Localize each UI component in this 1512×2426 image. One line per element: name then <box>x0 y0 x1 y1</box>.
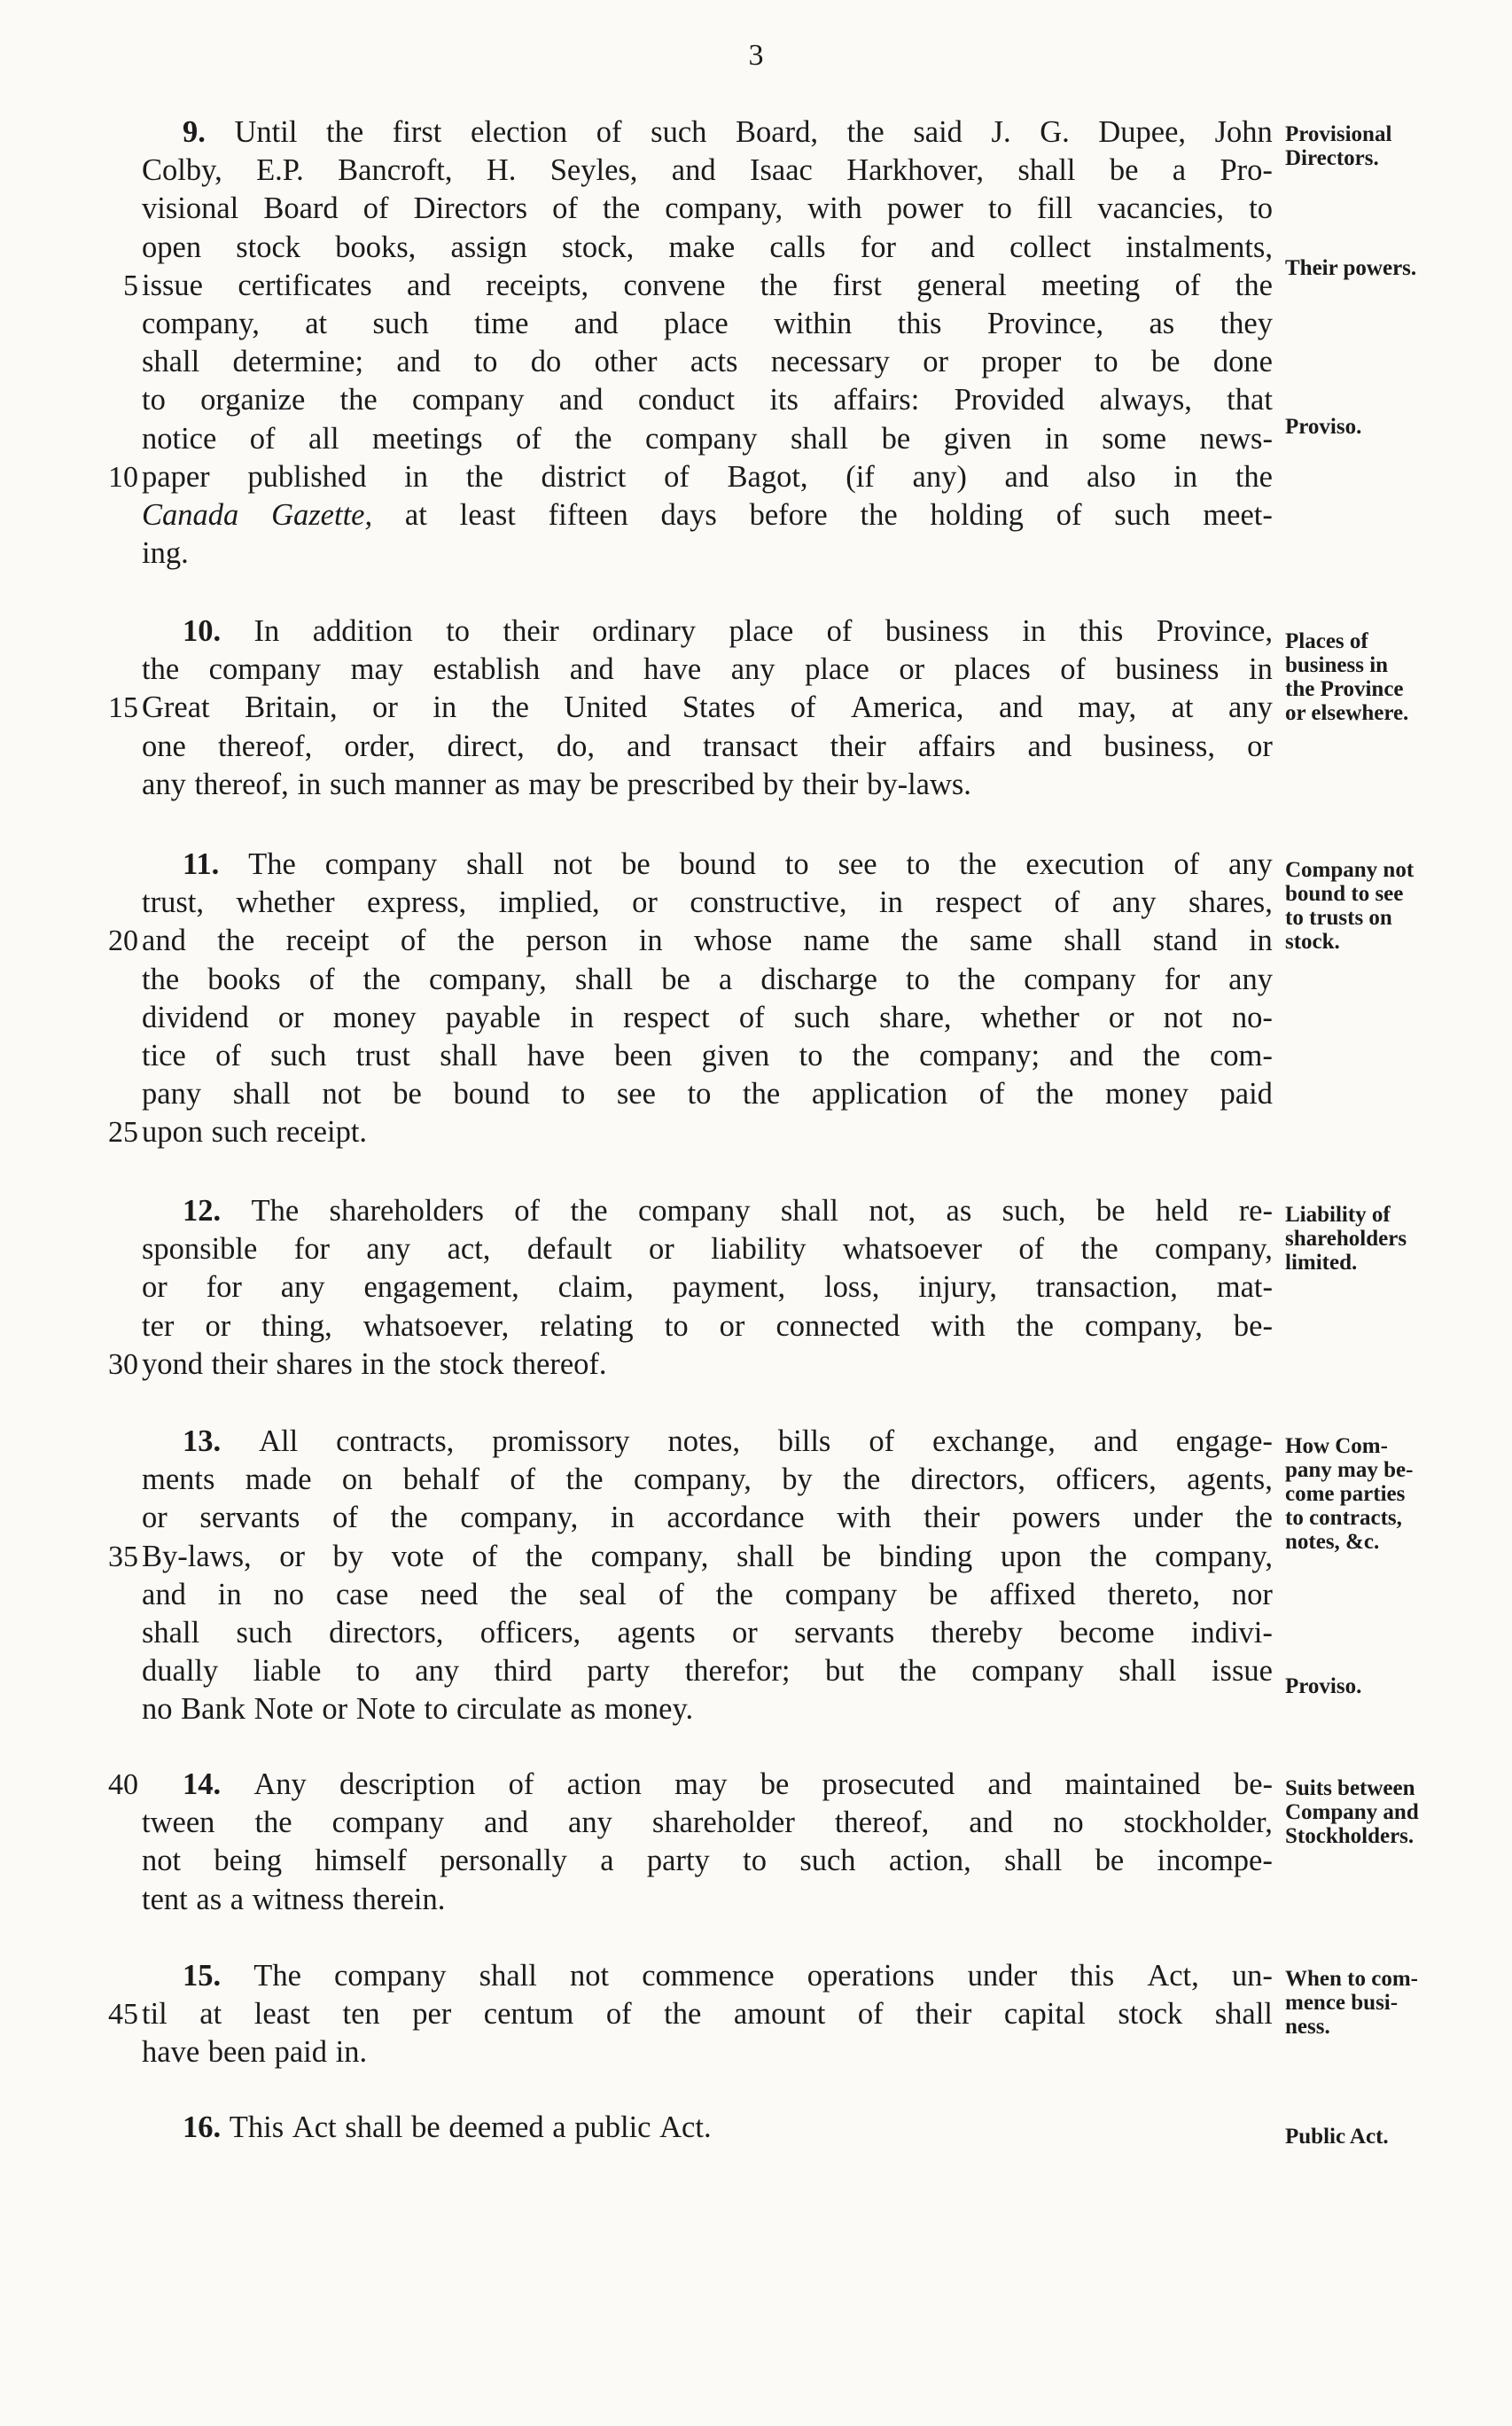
text-line: 5 issue certificates and receipts, convene the first general meeting of the <box>142 267 1273 305</box>
section-number: 16. <box>183 2110 222 2144</box>
text-line: 9. Until the first election of such Board, the said J. G. Dupee, John <box>142 113 1273 152</box>
section-number: 10. <box>183 614 222 648</box>
text-line: tent as a witness therein. <box>142 1882 446 1916</box>
section-11 <box>108 846 1273 1152</box>
text-line: ing. <box>142 536 189 571</box>
text-line: visional Board of Directors of the company, with power to fill vacancies, to <box>142 191 1273 226</box>
section-number: 11. <box>183 847 220 881</box>
text-line: 15 Great Britain, or in the United States of America, and may, at any <box>142 689 1273 727</box>
marginal-note: Company not bound to see to trusts on stock. <box>1285 858 1415 954</box>
text-line: 35 By-laws, or by vote of the company, shall be binding upon the company, <box>142 1538 1273 1576</box>
section-14 <box>108 1766 1273 1919</box>
text-line: to organize the company and conduct its affairs: Provided always, that <box>142 383 1273 417</box>
section-15 <box>108 1957 1273 2072</box>
text-line: dividend or money payable in respect of such share, whether or not no- <box>142 1000 1273 1034</box>
line-number: 5 <box>123 269 138 302</box>
text-line: sponsible for any act, default or liability whatsoever of the company, <box>142 1232 1273 1267</box>
text-line: Canada Gazette, at least fifteen days before the holding of such meet- <box>142 498 1273 533</box>
text-line: ments made on behalf of the company, by the directors, officers, agents, <box>142 1463 1273 1497</box>
section-9 <box>108 113 1273 573</box>
text-line: shall such directors, officers, agents or servants thereby become indivi- <box>142 1616 1273 1650</box>
text-line: 10. In addition to their ordinary place of business in this Province, <box>142 612 1273 651</box>
text-line: Colby, E.P. Bancroft, H. Seyles, and Isaac Harkhover, shall be a Pro- <box>142 153 1273 188</box>
text-line: 16. This Act shall be deemed a public Act. <box>142 2109 1273 2147</box>
section-13 <box>108 1423 1273 1729</box>
text-line: or for any engagement, claim, payment, loss, injury, transaction, mat- <box>142 1270 1273 1305</box>
marginal-note: Proviso. <box>1285 1674 1362 1698</box>
marginal-note: Provisional Directors. <box>1285 122 1392 170</box>
marginal-note: Proviso. <box>1285 415 1362 439</box>
text-line: notice of all meetings of the company shall be given in some news- <box>142 421 1273 456</box>
text-line: 15. The company shall not commence operations under this Act, un- <box>142 1957 1273 1995</box>
section-number: 9. <box>183 115 206 149</box>
text-line: or servants of the company, in accordance with their powers under the <box>142 1501 1273 1535</box>
line-number: 10 <box>108 460 138 494</box>
text-line: no Bank Note or Note to circulate as money. <box>142 1692 694 1727</box>
text-line: pany shall not be bound to see to the application of the money paid <box>142 1077 1273 1112</box>
text-line: 20 and the receipt of the person in whose name the same shall stand in <box>142 922 1273 960</box>
marginal-note: When to com- mence busi- ness. <box>1285 1967 1418 2039</box>
text-line: 40 14. Any description of action may be prosecuted and maintained be- <box>142 1766 1273 1804</box>
text-line: 30 yond their shares in the stock thereof. <box>142 1346 1273 1384</box>
text-line: dually liable to any third party therefor; but the company shall issue <box>142 1654 1273 1689</box>
section-10 <box>108 612 1273 804</box>
page-number: 3 <box>748 39 764 72</box>
text-line: not being himself personally a party to such action, shall be incompe- <box>142 1844 1273 1878</box>
marginal-note: How Com- pany may be- come parties to contracts, notes, &c. <box>1285 1434 1414 1554</box>
section-16 <box>142 2109 1273 2147</box>
text-line: tween the company and any shareholder thereof, and no stockholder, <box>142 1806 1273 1840</box>
section-number: 13. <box>183 1424 222 1458</box>
text-line: and in no case need the seal of the company be affixed thereto, nor <box>142 1577 1273 1611</box>
text-line: the company may establish and have any place or places of business in <box>142 652 1273 687</box>
marginal-note: Places of business in the Province or elsewhere. <box>1285 629 1409 725</box>
marginal-note: Liability of shareholders limited. <box>1285 1203 1407 1275</box>
line-number: 15 <box>108 691 138 725</box>
text-line: the books of the company, shall be a discharge to the company for any <box>142 962 1273 996</box>
text-line: shall determine; and to do other acts necessary or proper to be done <box>142 345 1273 379</box>
marginal-note: Suits between Company and Stockholders. <box>1285 1776 1419 1848</box>
marginal-note: Their powers. <box>1285 256 1417 280</box>
text-line: any thereof, in such manner as may be prescribed by their by-laws. <box>142 767 971 801</box>
text-line: tice of such trust shall have been given to the company; and the com- <box>142 1039 1273 1073</box>
text-line: 25 upon such receipt. <box>142 1113 1273 1151</box>
line-number: 40 <box>108 1768 138 1801</box>
text-line: 12. The shareholders of the company shall not, as such, be held re- <box>142 1192 1273 1230</box>
section-number: 14. <box>183 1767 222 1801</box>
text-line: ter or thing, whatsoever, relating to or connected with the company, be- <box>142 1308 1273 1343</box>
text-line: 13. All contracts, promissory notes, bills of exchange, and engage- <box>142 1423 1273 1461</box>
section-number: 15. <box>183 1959 222 1993</box>
text-line: have been paid in. <box>142 2035 368 2070</box>
text-line: open stock books, assign stock, make calls for and collect instalments, <box>142 230 1273 264</box>
line-number: 45 <box>108 1998 138 2032</box>
section-number: 12. <box>183 1194 222 1228</box>
text-line: trust, whether express, implied, or constructive, in respect of any shares, <box>142 885 1273 920</box>
line-number: 20 <box>108 924 138 958</box>
text-line: 11. The company shall not be bound to see to the execution of any <box>142 846 1273 884</box>
marginal-note: Public Act. <box>1285 2125 1389 2149</box>
line-number: 35 <box>108 1540 138 1573</box>
section-12 <box>108 1192 1273 1384</box>
text-line: one thereof, order, direct, do, and transact their affairs and business, or <box>142 729 1273 763</box>
text-line: company, at such time and place within this Province, as they <box>142 307 1273 341</box>
text-line: 10 paper published in the district of Bagot, (if any) and also in the <box>142 458 1273 496</box>
text-line: 45 til at least ten per centum of the amount of their capital stock shall <box>142 1995 1273 2033</box>
line-number: 25 <box>108 1116 138 1150</box>
line-number: 30 <box>108 1347 138 1381</box>
